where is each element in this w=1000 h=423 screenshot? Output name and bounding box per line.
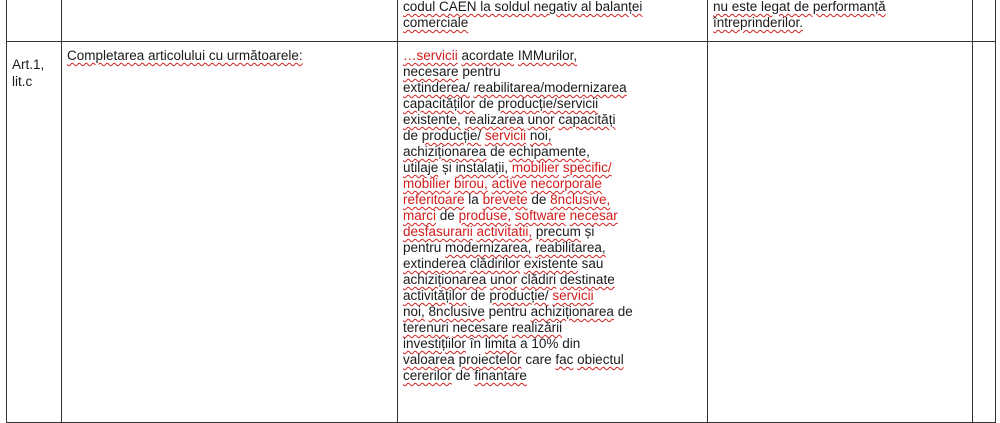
content-line: codul CAEN la soldul negativ al balanței [403,0,643,14]
content-cell [398,0,708,42]
proposal-cell [62,42,398,423]
content-line: utilaje și instalații, mobilier specific/ [403,160,612,175]
content-line: cererilor de finantare [403,368,527,383]
justification-line: întreprinderilor. [713,15,804,30]
content-line: extinderea/ reabilitarea/modernizarea [403,80,627,95]
amendment-table [6,0,996,423]
content-line: marci de produse, software necesar [403,208,618,223]
content-line: achiziționarea unor clădiri destinate [403,272,615,287]
content-line: activităților de producție/ servicii [403,288,594,303]
content-line: de producție/ servicii noi, [403,128,552,143]
content-line: capacităților de producție/servicii [403,96,599,111]
content-line: valoarea proiectelor care fac obiectul [403,352,624,367]
justification-cell [708,42,973,423]
content-line: pentru modernizarea, reabilitarea, [403,240,606,255]
content-line: extinderea clădirilor existente sau [403,256,604,271]
article-label: Art.1, [12,57,45,72]
content-line: noi, 8nclusive pentru achiziționarea de [403,304,633,319]
content-line: existente, realizarea unor capacități [403,112,616,127]
content-line: necesare pentru [403,64,501,79]
content-line: mobilier birou, active necorporale [403,176,602,191]
extra-cell [973,0,996,42]
justification-line: nu este legat de performanță [713,0,886,14]
article-cell [7,0,62,42]
content-line: …servicii acordate IMMurilor, [403,48,578,63]
content-line: terenuri necesare realizării [403,320,563,335]
content-cell [398,42,708,423]
justification-cell [708,0,973,42]
article-sublabel: lit.c [12,74,33,89]
content-line: desfasurarii activitatii, precum și [403,224,595,239]
proposal-text: Completarea articolului cu următoarele: [67,48,303,63]
amendment-content [403,42,702,384]
extra-cell [973,42,996,423]
article-cell [7,42,62,423]
content-line: referitoare la brevete de 8nclusive, [403,192,611,207]
content-line: comerciale [403,15,469,30]
table-row [7,0,996,42]
proposal-cell [62,0,398,42]
content-line: investițiilor în limita a 10% din [403,336,581,351]
content-line: achiziționarea de echipamente, [403,144,590,159]
table-row [7,42,996,423]
